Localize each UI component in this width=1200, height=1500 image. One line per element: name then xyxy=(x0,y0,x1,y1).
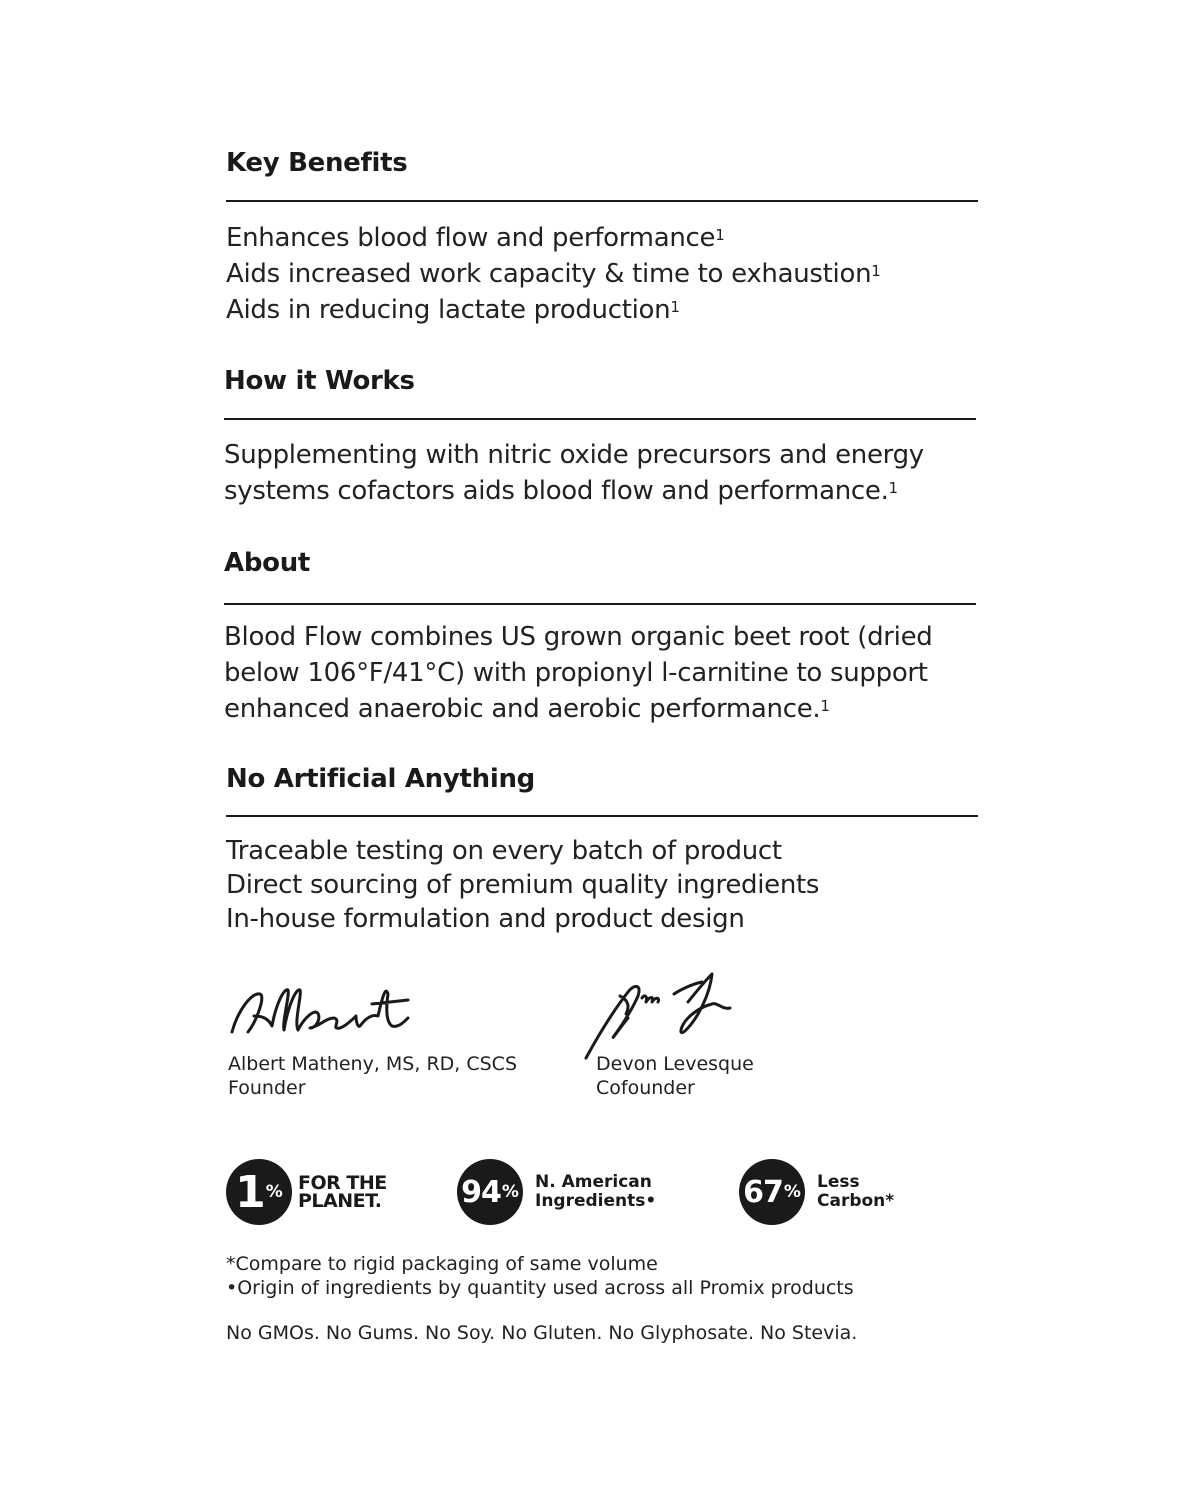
footnote-bullet: •Origin of ingredients by quantity used across all Promix products xyxy=(226,1277,854,1299)
badge-label-line: Carbon* xyxy=(817,1191,895,1211)
devon-signature-block xyxy=(596,1052,754,1100)
body-line: systems cofactors aids blood flow and performance.$^1$ xyxy=(224,476,898,506)
badge-label xyxy=(817,1173,894,1211)
badge-number: 94 xyxy=(461,1174,501,1210)
section-body xyxy=(226,834,819,936)
body-line: enhanced anaerobic and aerobic performance.$^1$ xyxy=(224,694,830,724)
body-line: Direct sourcing of premium quality ingredients xyxy=(226,870,820,900)
section-how-it-works xyxy=(224,366,976,516)
body-line: Traceable testing on every batch of product xyxy=(226,836,782,866)
footnote-asterisk: *Compare to rigid packaging of same volume xyxy=(226,1253,658,1275)
badge-label-line: Less xyxy=(817,1172,860,1192)
badge-number: 67 xyxy=(743,1174,783,1210)
albert-signature-block xyxy=(228,1052,517,1100)
benefit-line: Aids in reducing lactate production$^1$ xyxy=(226,295,680,325)
section-divider xyxy=(226,815,978,817)
badge-percent: % xyxy=(265,1182,283,1202)
section-key-benefits xyxy=(226,148,978,338)
body-line: Blood Flow combines US grown organic beet root (dried xyxy=(224,622,933,652)
cofounder-role: Cofounder xyxy=(596,1077,695,1099)
badge-circle xyxy=(457,1159,523,1225)
north-american-ingredients-badge xyxy=(457,1159,656,1225)
footnotes xyxy=(226,1252,854,1300)
body-line: Supplementing with nitric oxide precursors and energy xyxy=(224,440,924,470)
badge-label-line: FOR THE xyxy=(298,1172,387,1194)
section-body xyxy=(224,619,932,727)
founder-name: Albert Matheny, MS, RD, CSCS xyxy=(228,1053,518,1075)
devon-signature xyxy=(580,966,740,1062)
section-body xyxy=(224,437,924,509)
section-divider xyxy=(226,200,978,202)
one-percent-for-the-planet-badge xyxy=(226,1159,387,1225)
benefit-line: Aids increased work capacity & time to exhaustion$^1$ xyxy=(226,259,881,289)
badge-percent: % xyxy=(783,1182,801,1202)
section-no-artificial xyxy=(226,764,978,944)
badge-number: 1 xyxy=(235,1166,265,1218)
section-about xyxy=(224,548,976,738)
section-heading: Key Benefits xyxy=(226,148,408,178)
badge-percent: % xyxy=(501,1182,519,1202)
badge-label-line: PLANET. xyxy=(298,1190,382,1212)
body-line: below 106°F/41°C) with propionyl l-carnitine to support xyxy=(224,658,928,688)
albert-signature xyxy=(226,982,416,1042)
badge-label-line: Ingredients• xyxy=(535,1191,657,1211)
badge-label-line: N. American xyxy=(535,1172,652,1192)
badge-circle xyxy=(226,1159,292,1225)
founder-role: Founder xyxy=(228,1077,306,1099)
section-heading: How it Works xyxy=(224,366,415,396)
badge-label xyxy=(298,1174,387,1210)
less-carbon-badge xyxy=(739,1159,894,1225)
body-line: In-house formulation and product design xyxy=(226,904,745,934)
benefit-line: Enhances blood flow and performance$^1$ xyxy=(226,223,725,253)
ingredient-disclaimer: No GMOs. No Gums. No Soy. No Gluten. No Glyphosate. No Stevia. xyxy=(226,1322,858,1344)
badge-label xyxy=(535,1173,656,1211)
cofounder-name: Devon Levesque xyxy=(596,1053,754,1075)
section-divider xyxy=(224,418,976,420)
section-divider xyxy=(224,603,976,605)
section-heading: About xyxy=(224,548,311,578)
badge-circle xyxy=(739,1159,805,1225)
section-body xyxy=(226,220,881,328)
section-heading: No Artificial Anything xyxy=(226,764,535,794)
